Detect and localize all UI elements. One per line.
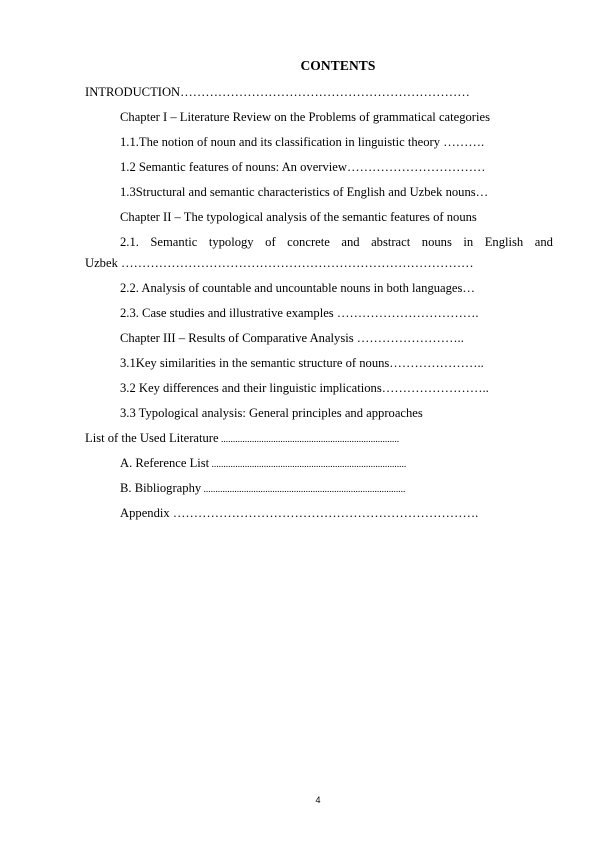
toc-word: English xyxy=(484,235,524,249)
toc-entry-2-3: 2.3. Case studies and illustrative examples ……………………………. xyxy=(120,306,479,320)
toc-entry-literature xyxy=(85,430,399,448)
toc-entry-chapter-2: Chapter II – The typological analysis of the semantic features of nouns xyxy=(120,210,477,224)
toc-entry-3-3: 3.3 Typological analysis: General principles and approaches xyxy=(120,406,423,420)
toc-word: in xyxy=(463,235,474,249)
toc-entry-literature-label: List of the Used Literature xyxy=(85,431,219,445)
toc-entry-1-2: 1.2 Semantic features of nouns: An overview…………………………… xyxy=(120,160,486,174)
toc-entry-chapter-3: Chapter III – Results of Comparative Analysis …………………….. xyxy=(120,331,464,345)
page-number: 4 xyxy=(315,795,321,805)
toc-leader-dots: ..................................................................................... xyxy=(201,485,406,495)
toc-entry-reference-list xyxy=(120,455,406,473)
toc-entry-3-2: 3.2 Key differences and their linguistic implications…………………….. xyxy=(120,381,489,395)
toc-entry-bibliography-label: B. Bibliography xyxy=(120,481,202,495)
contents-title: CONTENTS xyxy=(300,58,376,73)
toc-word: and xyxy=(534,235,553,249)
toc-entry-introduction: INTRODUCTION…………………………………………………………… xyxy=(85,85,470,99)
toc-entry-2-1 xyxy=(120,234,553,250)
toc-entry-1-3: 1.3Structural and semantic characteristics of English and Uzbek nouns… xyxy=(120,185,489,199)
toc-entry-bibliography xyxy=(120,480,405,498)
toc-entry-chapter-1: Chapter I – Literature Review on the Problems of grammatical categories xyxy=(120,110,490,124)
toc-word: of xyxy=(265,235,276,249)
toc-entry-2-1-continuation: Uzbek ………………………………………………………………………… xyxy=(85,256,474,270)
toc-entry-appendix: Appendix ………………………………………………………………. xyxy=(120,506,479,520)
toc-word: 2.1. xyxy=(120,235,139,249)
toc-word: typology xyxy=(208,235,254,249)
toc-entry-3-1: 3.1Key similarities in the semantic structure of nouns………………….. xyxy=(120,356,484,370)
toc-word: and xyxy=(341,235,360,249)
toc-word: nouns xyxy=(421,235,452,249)
toc-word: abstract xyxy=(371,235,411,249)
toc-leader-dots: .................................................................................. xyxy=(209,460,407,470)
toc-entry-reference-label: A. Reference List xyxy=(120,456,210,470)
toc-word: concrete xyxy=(287,235,330,249)
toc-leader-dots: ........................................................................... xyxy=(218,435,400,445)
toc-entry-2-2: 2.2. Analysis of countable and uncountable nouns in both languages… xyxy=(120,281,476,295)
toc-word: Semantic xyxy=(150,235,198,249)
toc-entry-1-1: 1.1.The notion of noun and its classification in linguistic theory ………. xyxy=(120,135,485,149)
